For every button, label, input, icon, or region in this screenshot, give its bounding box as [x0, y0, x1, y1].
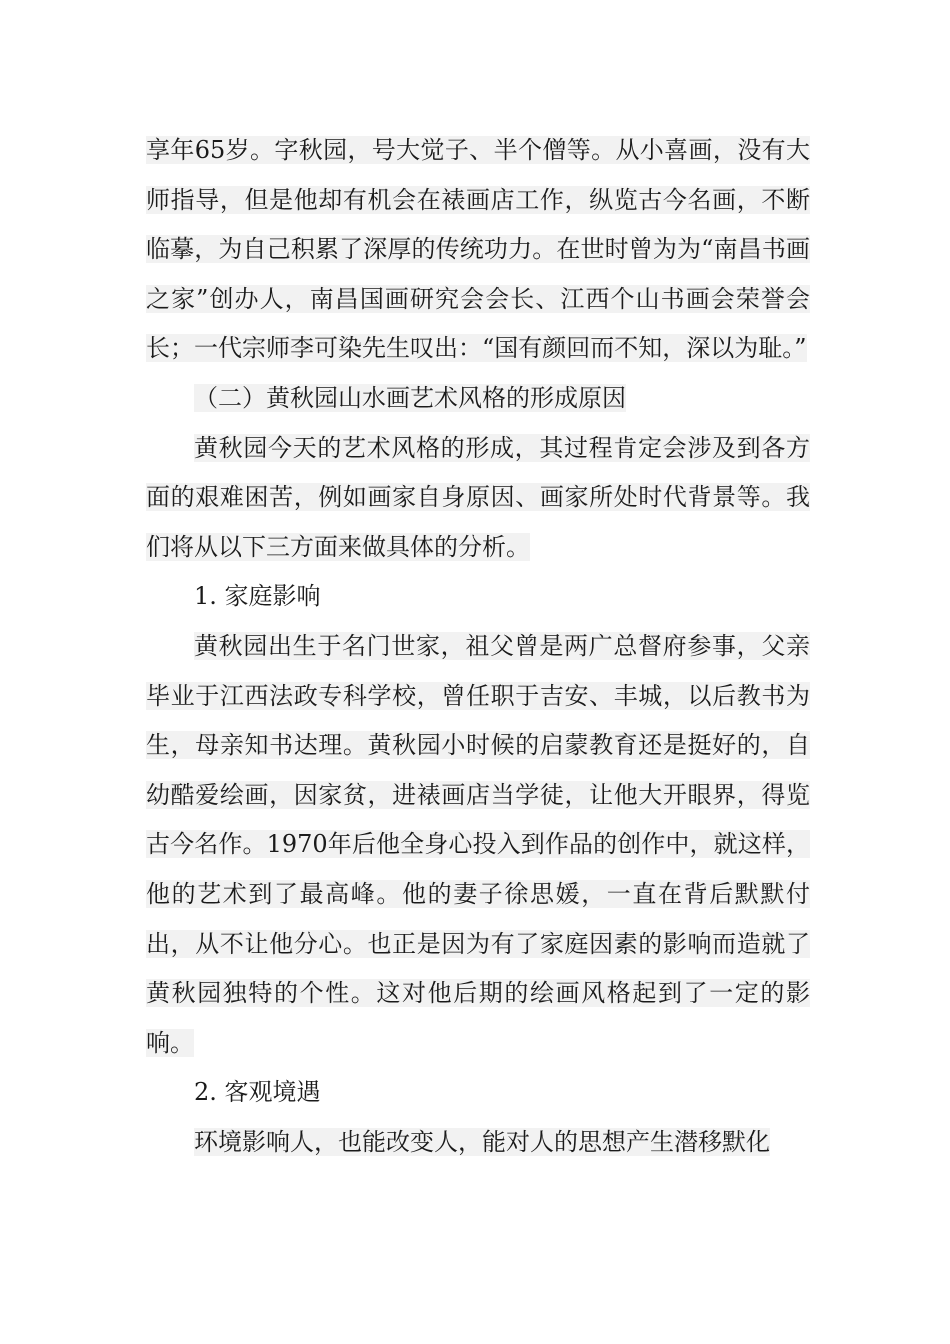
heading-text: 2. 客观境遇	[194, 1078, 321, 1107]
document-body	[146, 126, 810, 1167]
paragraph-text: 环境影响人，也能改变人，能对人的思想产生潜移默化	[194, 1127, 770, 1156]
paragraph-biography	[146, 126, 810, 374]
heading-text: （二）黄秋园山水画艺术风格的形成原因	[194, 383, 626, 412]
paragraph-text: 黄秋园出生于名门世家，祖父曾是两广总督府参事，父亲毕业于江西法政专科学校，曾任职于吉安、丰城，以后教书为生，母亲知书达理。黄秋园小时候的启蒙教育还是挺好的，自幼酷爱绘画，因家贫，进裱画店当学徒，让他大开眼界，得览古今名作。1970年后他全身心投入到作品的创作中，就这样，他的艺术到了最高峰。他的妻子徐思媛，一直在背后默默付出，从不让他分心。也正是因为有了家庭因素的影响而造就了黄秋园独特的个性。这对他后期的绘画风格起到了一定的影响。	[146, 631, 810, 1057]
subheading-objective-circumstances	[146, 1068, 810, 1118]
subheading-family-influence	[146, 572, 810, 622]
paragraph-environment	[146, 1118, 810, 1168]
paragraph-family	[146, 622, 810, 1068]
section-heading-formation-reasons	[146, 374, 810, 424]
paragraph-text: 黄秋园今天的艺术风格的形成，其过程肯定会涉及到各方面的艰难困苦，例如画家自身原因、画家所处时代背景等。我们将从以下三方面来做具体的分析。	[146, 433, 810, 561]
paragraph-intro	[146, 424, 810, 573]
heading-text: 1. 家庭影响	[194, 582, 321, 611]
paragraph-text: 享年65岁。字秋园，号大觉子、半个僧等。从小喜画，没有大师指导，但是他却有机会在裱画店工作，纵览古今名画，不断临摹，为自己积累了深厚的传统功力。在世时曾为为“南昌书画之家”创办人，南昌国画研究会会长、江西个山书画会荣誉会长；一代宗师李可染先生叹出：“国有颜回而不知，深以为耻。”	[146, 136, 810, 363]
